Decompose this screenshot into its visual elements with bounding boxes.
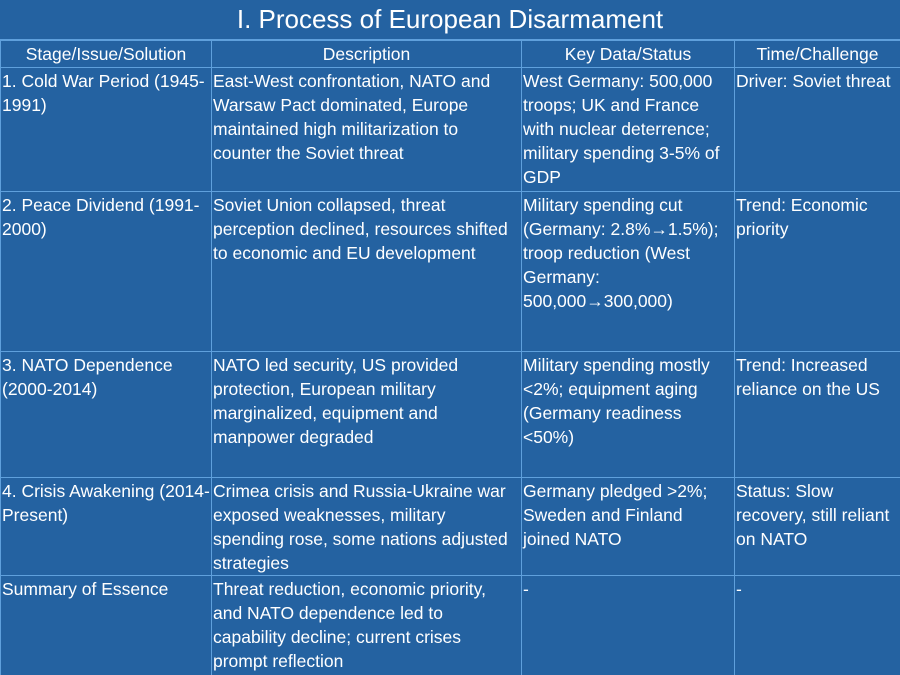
cell-description: Soviet Union collapsed, threat perception declined, resources shifted to economic and EU development (212, 192, 522, 352)
table-row (1, 352, 900, 478)
cell-time-challenge: - (735, 576, 900, 675)
header-stage: Stage/Issue/Solution (1, 41, 212, 68)
cell-key-data: West Germany: 500,000 troops; UK and France with nuclear deterrence; military spending 3-5% of GDP (522, 68, 735, 192)
cell-description: NATO led security, US provided protection, European military marginalized, equipment and manpower degraded (212, 352, 522, 478)
cell-key-data: Germany pledged >2%; Sweden and Finland joined NATO (522, 478, 735, 576)
header-description: Description (212, 41, 522, 68)
cell-time-challenge: Driver: Soviet threat (735, 68, 900, 192)
cell-time-challenge: Trend: Economic priority (735, 192, 900, 352)
cell-time-challenge: Trend: Increased reliance on the US (735, 352, 900, 478)
cell-stage: 3. NATO Dependence (2000-2014) (1, 352, 212, 478)
disarmament-table (0, 40, 900, 675)
header-key-data: Key Data/Status (522, 41, 735, 68)
table-row (1, 192, 900, 352)
cell-key-data: Military spending cut (Germany: 2.8%→1.5%); troop reduction (West Germany: 500,000→300,000) (522, 192, 735, 352)
cell-description: Threat reduction, economic priority, and NATO dependence led to capability decline; current crises prompt reflection (212, 576, 522, 675)
cell-key-data: - (522, 576, 735, 675)
header-time-challenge: Time/Challenge (735, 41, 900, 68)
cell-description: Crimea crisis and Russia-Ukraine war exposed weaknesses, military spending rose, some nations adjusted strategies (212, 478, 522, 576)
cell-stage: Summary of Essence (1, 576, 212, 675)
table-row (1, 68, 900, 192)
cell-time-challenge: Status: Slow recovery, still reliant on NATO (735, 478, 900, 576)
cell-stage: 4. Crisis Awakening (2014-Present) (1, 478, 212, 576)
cell-description: East-West confrontation, NATO and Warsaw Pact dominated, Europe maintained high militarization to counter the Soviet threat (212, 68, 522, 192)
page-title: I. Process of European Disarmament (0, 0, 900, 40)
table-row (1, 478, 900, 576)
table-header-row (1, 41, 900, 68)
table-row (1, 576, 900, 675)
cell-key-data: Military spending mostly <2%; equipment aging (Germany readiness <50%) (522, 352, 735, 478)
cell-stage: 1. Cold War Period (1945-1991) (1, 68, 212, 192)
cell-stage: 2. Peace Dividend (1991-2000) (1, 192, 212, 352)
